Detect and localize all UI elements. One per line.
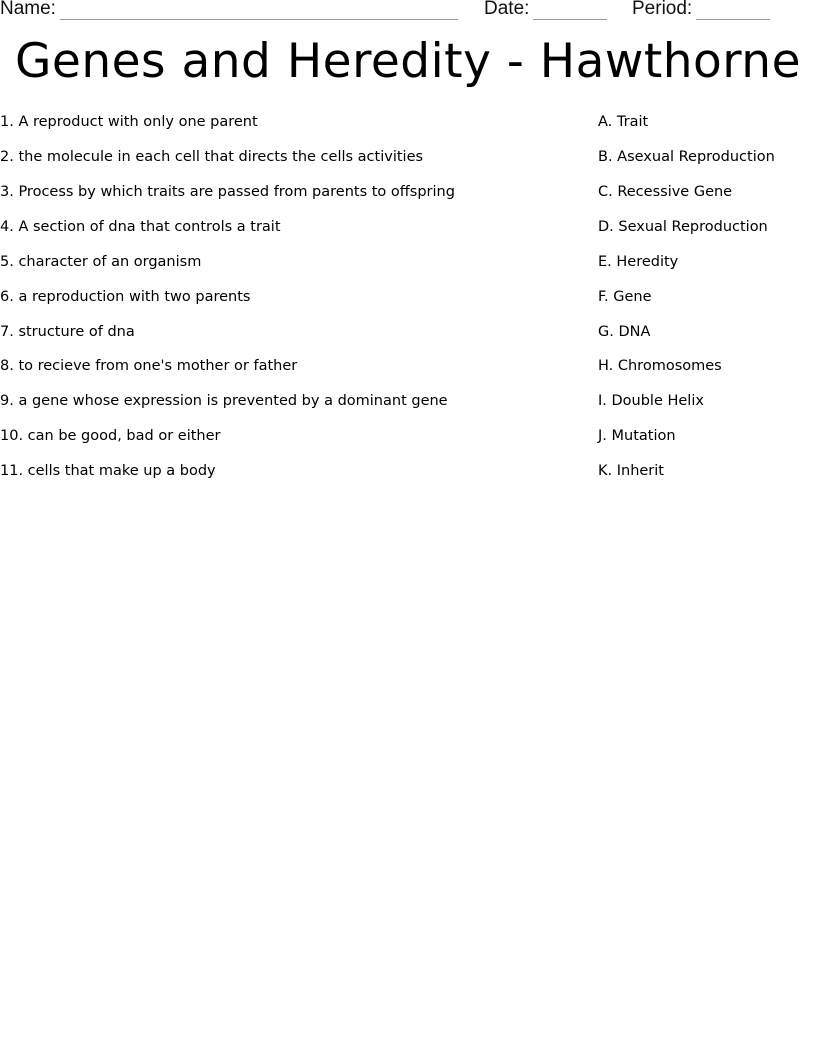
clue-item: 4. A section of dna that controls a trait: [0, 219, 281, 235]
clue-item: 7. structure of dna: [0, 324, 135, 340]
answer-item: I. Double Helix: [598, 393, 704, 409]
clue-item: 1. A reproduct with only one parent: [0, 114, 258, 130]
worksheet-header: [0, 0, 816, 22]
clue-item: 3. Process by which traits are passed from parents to offspring: [0, 184, 455, 200]
period-label: Period:: [632, 0, 693, 19]
clue-item: 10. can be good, bad or either: [0, 428, 221, 444]
clue-item: 6. a reproduction with two parents: [0, 289, 251, 305]
answer-item: D. Sexual Reproduction: [598, 219, 768, 235]
answer-item: K. Inherit: [598, 463, 664, 479]
answer-item: J. Mutation: [598, 428, 676, 444]
clue-item: 2. the molecule in each cell that directs the cells activities: [0, 149, 424, 165]
answer-item: H. Chromosomes: [598, 358, 722, 374]
date-field[interactable]: [484, 0, 607, 20]
answer-item: C. Recessive Gene: [598, 184, 733, 200]
name-blank-line[interactable]: [60, 1, 458, 20]
date-label: Date:: [484, 0, 530, 19]
answer-item: F. Gene: [598, 289, 652, 305]
answer-item: A. Trait: [598, 114, 649, 130]
period-field[interactable]: [632, 0, 770, 20]
name-label: Name:: [0, 0, 56, 19]
clue-item: 5. character of an organism: [0, 254, 202, 270]
date-blank-line[interactable]: [533, 1, 607, 20]
clue-item: 9. a gene whose expression is prevented by a dominant gene: [0, 393, 448, 409]
period-blank-line[interactable]: [696, 1, 770, 20]
answer-item: E. Heredity: [598, 254, 679, 270]
clue-item: 8. to recieve from one's mother or father: [0, 358, 298, 374]
answer-item: B. Asexual Reproduction: [598, 149, 775, 165]
clue-item: 11. cells that make up a body: [0, 463, 216, 479]
answer-item: G. DNA: [598, 324, 651, 340]
worksheet-title: Genes and Heredity - Hawthorne: [14, 34, 802, 89]
name-field[interactable]: [0, 0, 458, 20]
